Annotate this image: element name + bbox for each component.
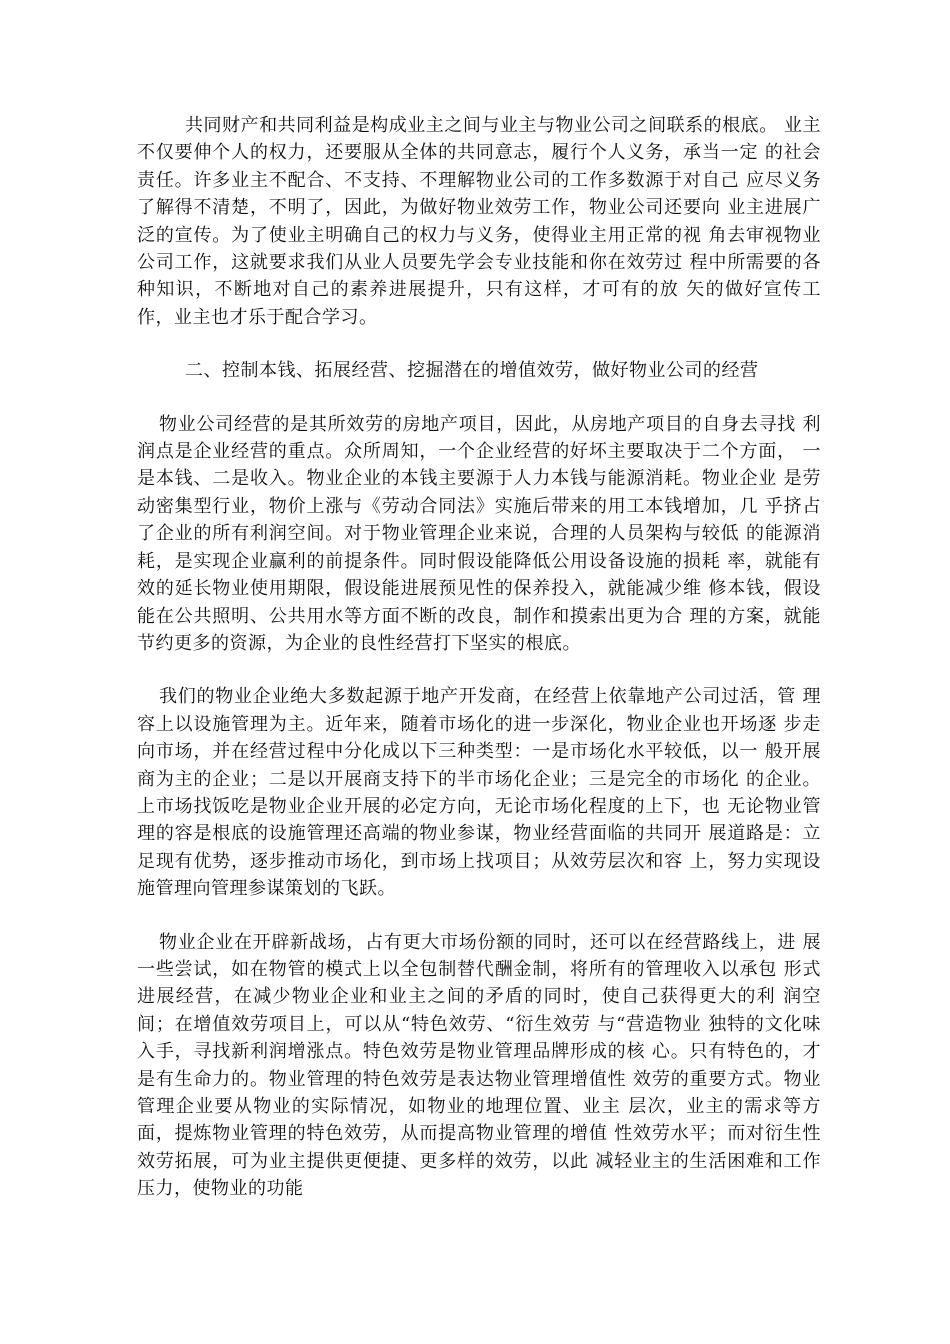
paragraph-value-added-services: 物业企业在开辟新战场，占有更大市场份额的同时，还可以在经营路线上，进 展一些尝试，如在物管的模式上以全包制替代酬金制，将所有的管理收入以承包 形式进展经营，在减少物业企业和业主之间的矛盾的同时，使自己获得更大的利 润空间；在增值效劳项目上，可以从“特色效劳、“衍生效劳 与“营造物业 独特的文化味 入手，寻找新利润增涨点。特色效劳是物业管理品牌形成的核 心。只有特色的，才是有生命力的。物业管理的特色效劳是表达物业管理增值性 效劳的重要方式。物业管理企业要从物业的实际情况，如物业的地理位置、业主 层次，业主的需求等方面，提炼物业管理的特色效劳，从而提高物业管理的增值 性效劳水平；而对衍生性效劳拓展，可为业主提供更便捷、更多样的效劳，以此 减轻业主的生活困难和工作压力，使物业的功能: [137, 931, 821, 1200]
paragraph-owner-rights: 共同财产和共同利益是构成业主之间与业主与物业公司之间联系的根底。 业主不仅要伸个人的权力，还要服从全体的共同意志，履行个人义务，承当一定 的社会责任。许多业主不配合、不支持、不理解物业公司的工作多数源于对自己 应尽义务了解得不清楚，不明了，因此，为做好物业效劳工作，物业公司还要向 业主进展广泛的宣传。为了使业主明确自己的权力与义务，使得业主用正常的视 角去审视物业公司工作，这就要求我们从业人员要先学会专业技能和你在效劳过 程中所需要的各种知识，不断地对自己的素养进展提升，只有这样，才可有的放 矢的做好宣传工作，业主也才乐于配合学习。: [137, 115, 821, 328]
section-heading: 二、控制本钱、拓展经营、挖掘潜在的增值效劳，做好物业公司的经营: [185, 360, 759, 382]
document-page: [137, 112, 821, 1203]
paragraph-cost-control: 物业公司经营的是其所效劳的房地产项目，因此，从房地产项目的自身去寻找 利润点是企业经营的重点。众所周知，一个企业经营的好坏主要取决于二个方面， 一是本钱、二是收入。物业企业的本钱主要源于人力本钱与能源消耗。物业企业 是劳动密集型行业，物价上涨与《劳动合同法》实施后带来的用工本钱增加，几 乎挤占了企业的所有利润空间。对于物业管理企业来说，合理的人员架构与较低 的能源消耗，是实现企业赢利的前提条件。同时假设能降低公用设备设施的损耗 率，就能有效的延长物业使用期限，假设能进展预见性的保养投入，就能减少维 修本钱，假设能在公共照明、公共用水等方面不断的改良，制作和摸索出更为合 理的方案，就能节约更多的资源，为企业的良性经营打下坚实的根底。: [137, 413, 821, 654]
paragraph-market-development: 我们的物业企业绝大多数起源于地产开发商，在经营上依靠地产公司过活，管 理容上以设施管理为主。近年来，随着市场化的进一步深化，物业企业也开场逐 步走向市场，并在经营过程中分化成以下三种类型：一是市场化水平较低，以一 般开展商为主的企业；二是以开展商支持下的半市场化企业；三是完全的市场化 的企业。上市场找饭吃是物业企业开展的必定方向，无论市场化程度的上下，也 无论物业管理的容是根底的设施管理还高端的物业参谋，物业经营面临的共同开 展道路是：立足现有优势，逐步推动市场化，到市场上找项目；从效劳层次和容 上，努力实现设施管理向管理参谋策划的飞跃。: [137, 686, 821, 900]
